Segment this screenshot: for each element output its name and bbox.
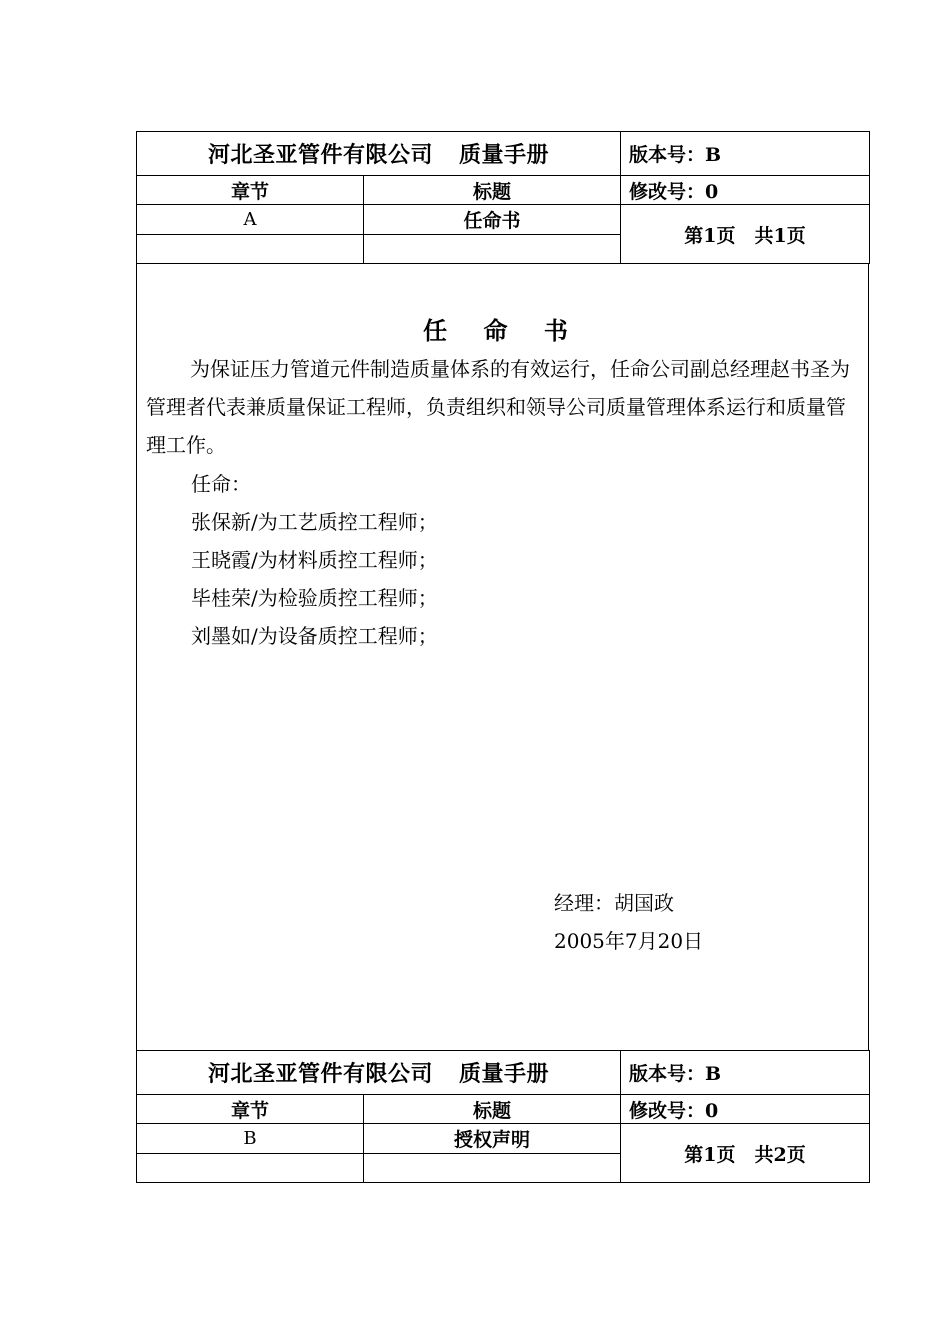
title-value: 授权声明 [364, 1124, 621, 1154]
header-table-top [136, 131, 870, 264]
chapter-value: B [137, 1124, 364, 1154]
company-manual-title [137, 1051, 621, 1095]
version-label: 版本号：B [621, 1051, 870, 1095]
header-table-bottom [136, 1050, 870, 1183]
revision-label: 修改号：0 [621, 1095, 870, 1124]
version-label: 版本号：B [621, 132, 870, 176]
empty-cell [364, 1154, 621, 1183]
chapter-header: 章节 [137, 1095, 364, 1124]
chapter-header: 章节 [137, 176, 364, 205]
appoint-label: 任命： [191, 472, 251, 496]
doc-title: 任 命 书 [423, 316, 582, 345]
company-name: 河北圣亚管件有限公司 [207, 1061, 433, 1087]
appointee-line: 刘墨如/为设备质控工程师； [191, 624, 438, 648]
appointment-paragraph [146, 350, 861, 464]
chapter-value: A [137, 205, 364, 235]
manual-name: 质量手册 [459, 1061, 550, 1087]
document-body [136, 263, 869, 1050]
sign-date: 2005年7月20日 [554, 929, 704, 953]
appointee-line: 王晓霞/为材料质控工程师； [191, 548, 438, 572]
title-value: 任命书 [364, 205, 621, 235]
page-label: 第1页 共2页 [621, 1124, 870, 1183]
empty-cell [137, 1154, 364, 1183]
revision-label: 修改号：0 [621, 176, 870, 205]
paragraph-text: 为保证压力管道元件制造质量体系的有效运行，任命公司副总经理赵书圣为管理者代表兼质量保证工程师，负责组织和领导公司质量管理体系运行和质量管理工作。 [146, 357, 850, 457]
company-manual-title [137, 132, 621, 176]
empty-cell [364, 235, 621, 264]
manual-name: 质量手册 [459, 142, 550, 168]
empty-cell [137, 235, 364, 264]
company-name: 河北圣亚管件有限公司 [207, 142, 433, 168]
title-header: 标题 [364, 176, 621, 205]
appointee-line: 张保新/为工艺质控工程师； [191, 510, 438, 534]
page-label: 第1页 共1页 [621, 205, 870, 264]
title-header: 标题 [364, 1095, 621, 1124]
signer: 经理：胡国政 [554, 891, 674, 915]
appointee-line: 毕桂荣/为检验质控工程师； [191, 586, 438, 610]
